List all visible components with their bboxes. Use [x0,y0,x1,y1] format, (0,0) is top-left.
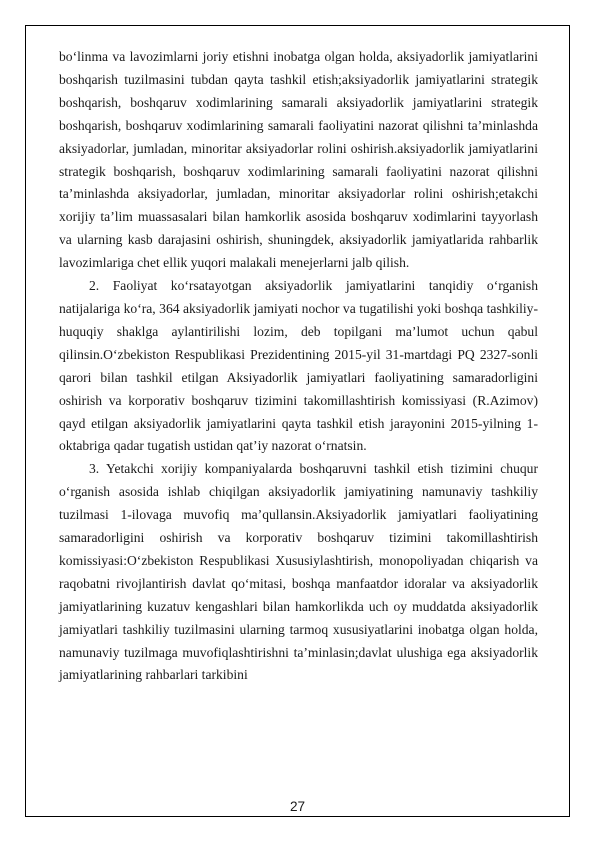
paragraph-continuation: bo‘linma va lavozimlarni joriy etishni inobatga olgan holda, aksiyadorlik jamiyatlarini boshqarish tuzilmasini tubdan qayta tashkil etish;aksiyadorlik jamiyatlarini strategik boshqarish, boshqaruv xodimlarining samarali aksiyadorlik jamiyatlarini strategik boshqarish, boshqaruv xodimlarining samarali faoliyatini nazorat qilishni ta’minlashda aksiyadorlar, jumladan, minoritar aksiyadorlar rolini oshirish.aksiyadorlik jamiyatlarini strategik boshqarish, boshqaruv xodimlarining samarali faoliyatini nazorat qilishni ta’minlashda aksiyadorlar, jumladan, minoritar aksiyadorlar rolini oshirish;etakchi xorijiy ta’lim muassasalari bilan hamkorlik asosida boshqaruv xodimlarini tayyorlash va ularning kasb darajasini oshirish, shuningdek, aksiyadorlik jamiyatlarida rahbarlik lavozimlariga chet ellik yuqori malakali menejerlarni jalb qilish. [59,49,538,271]
page-number: 27 [289,799,306,814]
paragraph-item-2: 2. Faoliyat ko‘rsatayotgan aksiyadorlik jamiyatlarini tanqidiy o‘rganish natijalariga ko‘ra, 364 aksiyadorlik jamiyati nochor va tugatilishi yoki boshqa tashkiliy-huquqiy shaklga aylantirilishi lozim, deb topilgani ma’lumot uchun qabul qilinsin.O‘zbekiston Respublikasi Prezidentining 2015-yil 31-martdagi PQ 2327-sonli qarori bilan tashkil etilgan Aksiyadorlik jamiyatlari faoliyatining samaradorligini oshirish va korporativ boshqaruv tizimini takomillashtirish komissiyasi (R.Azimov) qayd etilgan aksiyadorlik jamiyatlarini qayta tashkil etish jarayonini 2015-yilning 1-oktabriga qadar tugatish ustidan qat’iy nazorat o‘rnatsin. [59,278,538,454]
document-body [59,46,538,687]
paragraph-item-3: 3. Yetakchi xorijiy kompaniyalarda boshqaruvni tashkil etish tizimini chuqur o‘rganish asosida ishlab chiqilgan aksiyadorlik jamiyatining namunaviy tashkiliy tuzilmasi 1-ilovaga muvofiq ma’qullansin.Aksiyadorlik jamiyatlari faoliyatining samaradorligini oshirish va korporativ boshqaruv tizimini takomillashtirish komissiyasi:O‘zbekiston Respublikasi Xususiylashtirish, monopoliyadan chiqarish va raqobatni rivojlantirish davlat qo‘mitasi, boshqa manfaatdor idoralar va aksiyadorlik jamiyatlarining kuzatuv kengashlari bilan hamkorlikda uch oy muddatda aksiyadorlik jamiyatlari tashkiliy tuzilmasini ularning tarmoq xususiyatlarini inobatga olgan holda, namunaviy tuzilmaga muvofiqlashtirishni ta’minlasin;davlat ulushiga ega aksiyadorlik jamiyatlarining rahbarlari tarkibini [59,461,538,683]
